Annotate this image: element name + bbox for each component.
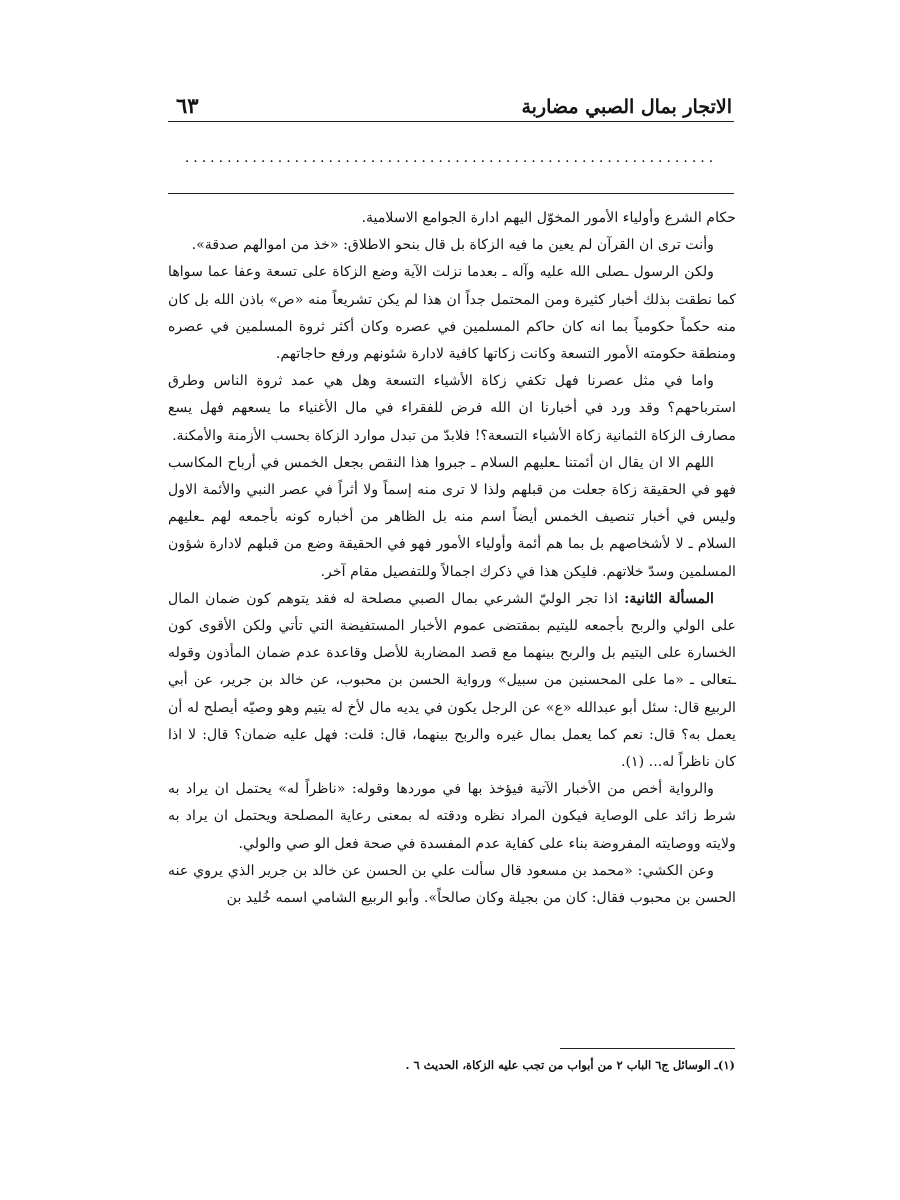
section-heading: المسألة الثانية: <box>624 590 714 607</box>
page-header <box>176 88 732 118</box>
paragraph: وأنت ترى ان القرآن لم يعين ما فيه الزكاة بل قال بنحو الاطلاق: «خذ من اموالهم صدقة». <box>191 237 714 254</box>
paragraph: والرواية أخص من الأخبار الآتية فيؤخذ بها في موردها وقوله: «ناظراً له» يحتمل ان يراد به شرط زائد على الوصاية فيكون المراد نظره ودقته له بمعنى رعاية المصلحة ويحتمل ان يراد به ولايته ووصايته المفروضة بناء على كفاية عدم المفسدة في صحة فعل الو صي والولي. <box>168 781 736 852</box>
running-title: الاتجار بمال الصبي مضاربة <box>521 96 732 118</box>
paragraph: اللهم الا ان يقال ان أئمتنا ـعليهم السلام ـ جبروا هذا النقص بجعل الخمس في أرباح المكاسب فهو في الحقيقة زكاة جعلت من قبلهم ولذا لا ترى منه إسماً ولا أثراً في عصر النبي والأئمة الاول وليس في أخبار تنصيف الخمس أيضاً اسم منه بل الظاهر من أخباره كونه بأجمعه لهم ـعليهم السلام ـ لا لأشخاصهم بل بما هم أئمة وأولياء الأمور فهو في الحقيقة وضع من قبلهم لادارة شؤون المسلمين وسدّ خلاتهم. فليكن هذا في ذكرك اجمالاً وللتفصيل مقام آخر. <box>168 454 736 580</box>
paragraph: وعن الكشي: «محمد بن مسعود قال سألت علي بن الحسن عن خالد بن جرير الذي يروي عنه الحسن بن محبوب فقال: كان من بجيلة وكان صالحاً». وأبو الربيع الشامي اسمه خُليد بن <box>168 862 736 907</box>
paragraph-text: اذا تجر الوليّ الشرعي بمال الصبي مصلحة له فقد يتوهم كون ضمان المال على الولي والربح بأجمعه لليتيم بمقتضى عموم الأخبار المستفيضة التي تأتي ولكن الأقوى كون الخسارة على اليتيم بل والربح بينهما مع قصد المضاربة للأصل وقاعدة عدم ضمان المأذون وقوله ـتعالى ـ «ما على المحسنين من سبيل» ورواية الحسن بن محبوب، عن خالد بن جرير، عن أبي الربيع قال: سئل أبو عبدالله «ع» عن الرجل يكون في يديه مال لأخ له يتيم وهو وصيّه أيصلح له أن يعمل به؟ قال: نعم كما يعمل بمال غيره والربح بينهما، قال: قلت: فهل عليه ضمان؟ قال: لا اذا كان ناظراً له... (١). <box>168 590 736 771</box>
page-number: ٦٣ <box>176 93 199 118</box>
paragraph <box>168 586 736 776</box>
paragraph: حكام الشرع وأولياء الأمور المخوّل اليهم ادارة الجوامع الاسلامية. <box>361 210 736 226</box>
paragraph: واما في مثل عصرنا فهل تكفي زكاة الأشياء التسعة وهل هي عمد ثروة الناس وطرق استرباحهم؟ وقد ورد في أخبارنا ان الله فرض للفقراء في مال الأغنياء ما يسعهم فهل يسع مصارف الزكاة الثمانية زكاة الأشياء التسعة؟! فلابدّ من تبدل موارد الزكاة بحسب الأزمنة والأمكنة. <box>168 373 736 444</box>
body-text <box>168 205 736 912</box>
footnote-rule <box>560 1048 735 1049</box>
header-rule <box>168 121 734 122</box>
footnote: (١)ـ الوسائل ج٦ الباب ٢ من أبواب من تجب عليه الزكاة، الحديث ٦ . <box>405 1058 735 1072</box>
section-rule <box>168 193 734 194</box>
dotted-separator: ............................................................... <box>184 150 718 166</box>
paragraph: ولكن الرسول ـصلى الله عليه وآله ـ بعدما نزلت الآية وضع الزكاة على تسعة وعفا عما سواها كما نطقت بذلك أخبار كثيرة ومن المحتمل جداً ان هذا لم يكن تشريعاً منه «ص» باذن الله بل كان منه حكماً حكومياً بما انه كان حاكم المسلمين في عصره وكان أكثر ثروة المسلمين في عصره ومنطقة حكومته الأمور التسعة وكانت زكاتها كافية لادارة شئونهم ورفع حاجاتهم. <box>168 264 736 363</box>
